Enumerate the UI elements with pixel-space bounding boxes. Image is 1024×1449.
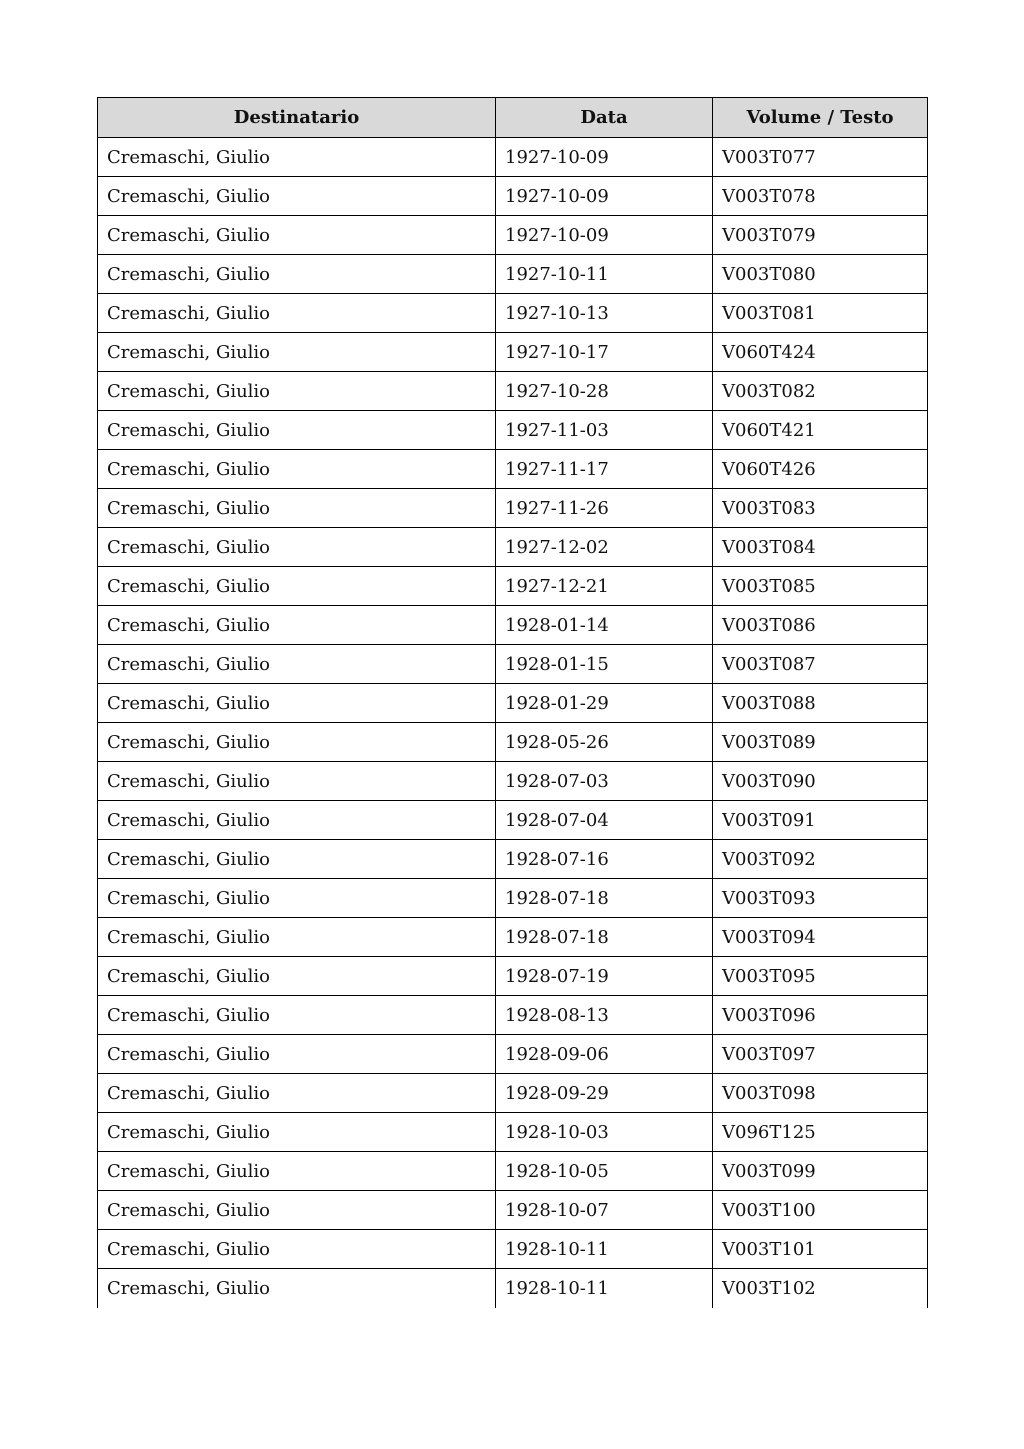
table-row — [98, 606, 928, 645]
cell-data: 1928-10-11 — [496, 1230, 713, 1269]
cell-data: 1927-12-02 — [496, 528, 713, 567]
cell-destinatario: Cremaschi, Giulio — [98, 1035, 496, 1074]
cell-volume-testo: V060T421 — [713, 411, 928, 450]
cell-data: 1928-07-03 — [496, 762, 713, 801]
table-row — [98, 177, 928, 216]
cell-destinatario: Cremaschi, Giulio — [98, 567, 496, 606]
cell-destinatario: Cremaschi, Giulio — [98, 762, 496, 801]
cell-data: 1928-05-26 — [496, 723, 713, 762]
cell-destinatario: Cremaschi, Giulio — [98, 294, 496, 333]
table-row — [98, 138, 928, 177]
table-row — [98, 216, 928, 255]
cell-volume-testo: V003T084 — [713, 528, 928, 567]
cell-volume-testo: V060T424 — [713, 333, 928, 372]
cell-destinatario: Cremaschi, Giulio — [98, 684, 496, 723]
cell-destinatario: Cremaschi, Giulio — [98, 411, 496, 450]
cell-data: 1927-10-13 — [496, 294, 713, 333]
cell-volume-testo: V003T096 — [713, 996, 928, 1035]
cell-data: 1928-07-04 — [496, 801, 713, 840]
cell-data: 1928-09-06 — [496, 1035, 713, 1074]
table-row — [98, 372, 928, 411]
table-row — [98, 996, 928, 1035]
cell-destinatario: Cremaschi, Giulio — [98, 1230, 496, 1269]
table-row — [98, 645, 928, 684]
table-row — [98, 1035, 928, 1074]
cell-volume-testo: V003T083 — [713, 489, 928, 528]
cell-volume-testo: V003T101 — [713, 1230, 928, 1269]
cell-data: 1928-01-14 — [496, 606, 713, 645]
cell-volume-testo: V003T099 — [713, 1152, 928, 1191]
cell-volume-testo: V003T097 — [713, 1035, 928, 1074]
cell-data: 1928-08-13 — [496, 996, 713, 1035]
cell-volume-testo: V003T088 — [713, 684, 928, 723]
cell-destinatario: Cremaschi, Giulio — [98, 606, 496, 645]
cell-data: 1928-10-05 — [496, 1152, 713, 1191]
cell-destinatario: Cremaschi, Giulio — [98, 918, 496, 957]
table-row — [98, 1113, 928, 1152]
cell-volume-testo: V003T082 — [713, 372, 928, 411]
cell-volume-testo: V003T080 — [713, 255, 928, 294]
cell-volume-testo: V003T093 — [713, 879, 928, 918]
table-row — [98, 255, 928, 294]
cell-destinatario: Cremaschi, Giulio — [98, 1152, 496, 1191]
cell-destinatario: Cremaschi, Giulio — [98, 879, 496, 918]
cell-volume-testo: V003T091 — [713, 801, 928, 840]
cell-data: 1927-10-28 — [496, 372, 713, 411]
cell-data: 1928-01-15 — [496, 645, 713, 684]
cell-destinatario: Cremaschi, Giulio — [98, 957, 496, 996]
cell-volume-testo: V003T092 — [713, 840, 928, 879]
header-destinatario: Destinatario — [98, 98, 496, 138]
cell-destinatario: Cremaschi, Giulio — [98, 1113, 496, 1152]
cell-destinatario: Cremaschi, Giulio — [98, 177, 496, 216]
table-row — [98, 450, 928, 489]
cell-volume-testo: V003T081 — [713, 294, 928, 333]
cell-data: 1927-11-03 — [496, 411, 713, 450]
cell-volume-testo: V003T086 — [713, 606, 928, 645]
cell-volume-testo: V003T095 — [713, 957, 928, 996]
cell-volume-testo: V060T426 — [713, 450, 928, 489]
cell-data: 1927-10-09 — [496, 216, 713, 255]
header-volume-testo: Volume / Testo — [713, 98, 928, 138]
cell-data: 1928-10-07 — [496, 1191, 713, 1230]
cell-destinatario: Cremaschi, Giulio — [98, 1269, 496, 1308]
cell-data: 1928-09-29 — [496, 1074, 713, 1113]
cell-data: 1927-10-09 — [496, 138, 713, 177]
cell-volume-testo: V003T087 — [713, 645, 928, 684]
cell-data: 1927-12-21 — [496, 567, 713, 606]
table-row — [98, 1074, 928, 1113]
table-row — [98, 723, 928, 762]
cell-destinatario: Cremaschi, Giulio — [98, 528, 496, 567]
table-row — [98, 1152, 928, 1191]
cell-destinatario: Cremaschi, Giulio — [98, 723, 496, 762]
table-row — [98, 918, 928, 957]
cell-destinatario: Cremaschi, Giulio — [98, 450, 496, 489]
cell-data: 1928-07-16 — [496, 840, 713, 879]
cell-data: 1928-01-29 — [496, 684, 713, 723]
cell-volume-testo: V003T077 — [713, 138, 928, 177]
table-row — [98, 762, 928, 801]
cell-data: 1927-10-11 — [496, 255, 713, 294]
cell-data: 1927-11-26 — [496, 489, 713, 528]
table-row — [98, 879, 928, 918]
table-row — [98, 1191, 928, 1230]
letters-table — [97, 97, 928, 1308]
cell-destinatario: Cremaschi, Giulio — [98, 372, 496, 411]
cell-destinatario: Cremaschi, Giulio — [98, 645, 496, 684]
cell-data: 1927-10-09 — [496, 177, 713, 216]
cell-destinatario: Cremaschi, Giulio — [98, 840, 496, 879]
table-row — [98, 489, 928, 528]
table-row — [98, 684, 928, 723]
cell-destinatario: Cremaschi, Giulio — [98, 138, 496, 177]
cell-data: 1928-07-18 — [496, 918, 713, 957]
cell-volume-testo: V003T102 — [713, 1269, 928, 1308]
cell-destinatario: Cremaschi, Giulio — [98, 333, 496, 372]
cell-data: 1928-10-03 — [496, 1113, 713, 1152]
cell-destinatario: Cremaschi, Giulio — [98, 255, 496, 294]
table-row — [98, 333, 928, 372]
cell-data: 1928-07-18 — [496, 879, 713, 918]
cell-volume-testo: V096T125 — [713, 1113, 928, 1152]
table-row — [98, 1269, 928, 1308]
cell-data: 1928-07-19 — [496, 957, 713, 996]
cell-volume-testo: V003T078 — [713, 177, 928, 216]
table-row — [98, 567, 928, 606]
table-row — [98, 294, 928, 333]
cell-volume-testo: V003T090 — [713, 762, 928, 801]
cell-volume-testo: V003T094 — [713, 918, 928, 957]
table-body — [98, 138, 928, 1308]
cell-volume-testo: V003T079 — [713, 216, 928, 255]
cell-data: 1928-10-11 — [496, 1269, 713, 1308]
table-row — [98, 801, 928, 840]
header-data: Data — [496, 98, 713, 138]
table-header-row — [98, 98, 928, 138]
cell-volume-testo: V003T100 — [713, 1191, 928, 1230]
cell-data: 1927-10-17 — [496, 333, 713, 372]
cell-destinatario: Cremaschi, Giulio — [98, 1074, 496, 1113]
cell-volume-testo: V003T089 — [713, 723, 928, 762]
cell-volume-testo: V003T098 — [713, 1074, 928, 1113]
table-row — [98, 957, 928, 996]
cell-destinatario: Cremaschi, Giulio — [98, 216, 496, 255]
table-row — [98, 528, 928, 567]
cell-volume-testo: V003T085 — [713, 567, 928, 606]
cell-destinatario: Cremaschi, Giulio — [98, 1191, 496, 1230]
cell-destinatario: Cremaschi, Giulio — [98, 489, 496, 528]
cell-destinatario: Cremaschi, Giulio — [98, 996, 496, 1035]
cell-data: 1927-11-17 — [496, 450, 713, 489]
cell-destinatario: Cremaschi, Giulio — [98, 801, 496, 840]
table-row — [98, 411, 928, 450]
table-row — [98, 1230, 928, 1269]
table-row — [98, 840, 928, 879]
